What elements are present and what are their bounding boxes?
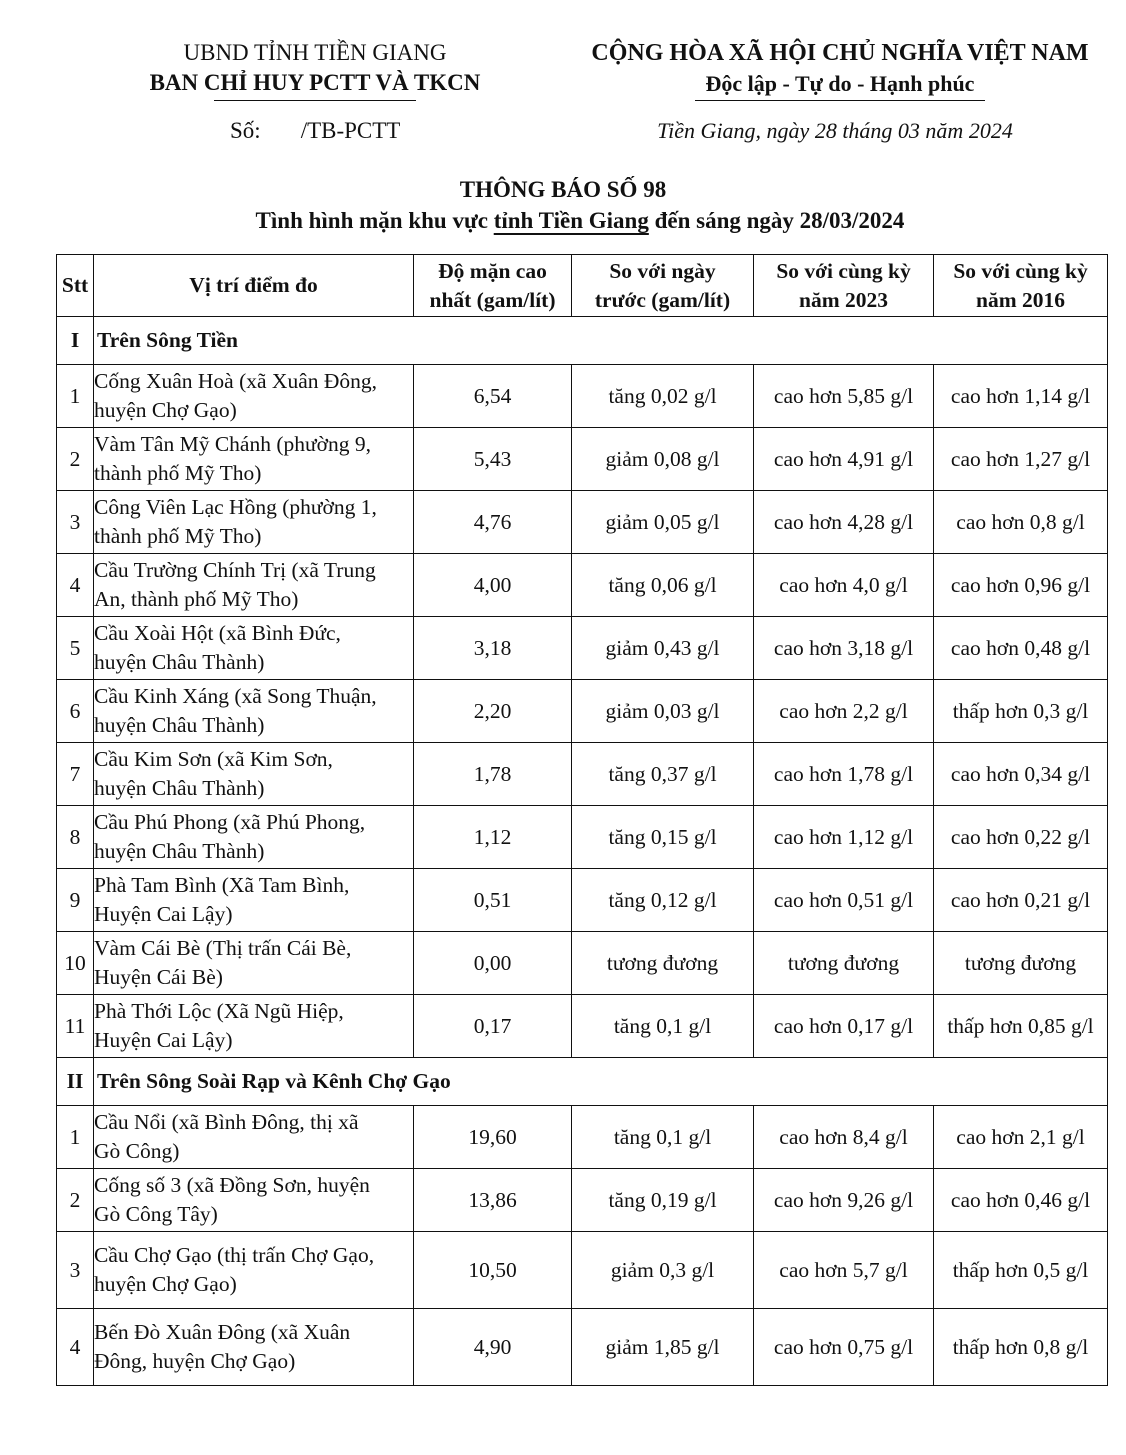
header-stt: Stt (57, 255, 94, 317)
motto-underline (695, 100, 985, 101)
row-stt: 1 (57, 365, 94, 428)
location-line: Cầu Kinh Xáng (xã Song Thuận, (94, 684, 377, 708)
row-stt: 9 (57, 869, 94, 932)
location-line: Cầu Trường Chính Trị (xã Trung (94, 558, 376, 582)
location-line: Công Viên Lạc Hồng (phường 1, (94, 495, 377, 519)
row-location (94, 1309, 414, 1386)
location-line: Cầu Nổi (xã Bình Đông, thị xã (94, 1110, 359, 1134)
location-line: Phà Thới Lộc (Xã Ngũ Hiệp, (94, 999, 344, 1023)
location-line: Gò Công) (94, 1139, 180, 1163)
table-row (57, 1169, 1108, 1232)
row-vs-2016: cao hơn 0,22 g/l (934, 806, 1108, 869)
location-line: Huyện Cai Lậy) (94, 1028, 233, 1052)
row-vs-2016: cao hơn 0,96 g/l (934, 554, 1108, 617)
row-max-salinity: 13,86 (414, 1169, 572, 1232)
location-line: thành phố Mỹ Tho) (94, 524, 262, 548)
row-vs-2016: cao hơn 0,21 g/l (934, 869, 1108, 932)
row-location (94, 995, 414, 1058)
section-title: Trên Sông Soài Rạp và Kênh Chợ Gạo (94, 1058, 1108, 1106)
command-board: BAN CHỈ HUY PCTT VÀ TKCN (149, 70, 481, 95)
row-max-salinity: 5,43 (414, 428, 572, 491)
header-vs-previous-day: So với ngày trước (gam/lít) (572, 255, 754, 317)
row-vs-previous-day: giảm 0,05 g/l (572, 491, 754, 554)
row-max-salinity: 0,00 (414, 932, 572, 995)
row-stt: 4 (57, 1309, 94, 1386)
row-stt: 2 (57, 428, 94, 491)
row-max-salinity: 4,90 (414, 1309, 572, 1386)
header-vs-2023: So với cùng kỳ năm 2023 (754, 255, 934, 317)
location-line: Đông, huyện Chợ Gạo) (94, 1349, 296, 1373)
row-location (94, 428, 414, 491)
issue-date: Tiền Giang, ngày 28 tháng 03 năm 2024 (657, 118, 1013, 143)
row-location (94, 680, 414, 743)
table-row (57, 806, 1108, 869)
row-vs-2023: cao hơn 4,91 g/l (754, 428, 934, 491)
location-line: huyện Chợ Gạo) (94, 1272, 237, 1296)
row-vs-2023: tương đương (754, 932, 934, 995)
row-vs-2023: cao hơn 1,12 g/l (754, 806, 934, 869)
location-line: Vàm Cái Bè (Thị trấn Cái Bè, (94, 936, 352, 960)
table-row (57, 995, 1108, 1058)
row-vs-2016: cao hơn 0,46 g/l (934, 1169, 1108, 1232)
province-committee: UBND TỈNH TIỀN GIANG (183, 40, 447, 65)
row-vs-2023: cao hơn 0,17 g/l (754, 995, 934, 1058)
table-row (57, 680, 1108, 743)
header-vs-2016: So với cùng kỳ năm 2016 (934, 255, 1108, 317)
row-max-salinity: 0,17 (414, 995, 572, 1058)
row-vs-2023: cao hơn 3,18 g/l (754, 617, 934, 680)
location-line: Cầu Phú Phong (xã Phú Phong, (94, 810, 366, 834)
location-line: huyện Châu Thành) (94, 776, 265, 800)
row-vs-2016: cao hơn 2,1 g/l (934, 1106, 1108, 1169)
row-location (94, 1232, 414, 1309)
row-vs-2023: cao hơn 0,51 g/l (754, 869, 934, 932)
row-stt: 4 (57, 554, 94, 617)
section-row (57, 1058, 1108, 1106)
location-line: An, thành phố Mỹ Tho) (94, 587, 299, 611)
table-row (57, 932, 1108, 995)
row-vs-2023: cao hơn 5,85 g/l (754, 365, 934, 428)
row-vs-2016: cao hơn 1,27 g/l (934, 428, 1108, 491)
header-max-salinity: Độ mặn cao nhất (gam/lít) (414, 255, 572, 317)
row-vs-previous-day: giảm 0,43 g/l (572, 617, 754, 680)
salinity-table (56, 254, 1108, 1386)
location-line: Bến Đò Xuân Đông (xã Xuân (94, 1320, 351, 1344)
row-vs-previous-day: giảm 0,03 g/l (572, 680, 754, 743)
location-line: huyện Châu Thành) (94, 650, 265, 674)
row-location (94, 743, 414, 806)
notice-title: THÔNG BÁO SỐ 98 (459, 177, 667, 202)
row-vs-2016: thấp hơn 0,5 g/l (934, 1232, 1108, 1309)
row-max-salinity: 4,76 (414, 491, 572, 554)
row-location (94, 617, 414, 680)
row-vs-previous-day: tăng 0,19 g/l (572, 1169, 754, 1232)
row-vs-previous-day: tăng 0,1 g/l (572, 1106, 754, 1169)
location-line: huyện Chợ Gạo) (94, 398, 237, 422)
row-vs-previous-day: tăng 0,06 g/l (572, 554, 754, 617)
location-line: Cầu Xoài Hột (xã Bình Đức, (94, 621, 341, 645)
header-location: Vị trí điểm đo (94, 255, 414, 317)
location-line: Phà Tam Bình (Xã Tam Bình, (94, 873, 350, 897)
location-line: Huyện Cái Bè) (94, 965, 223, 989)
row-stt: 2 (57, 1169, 94, 1232)
row-location (94, 806, 414, 869)
location-line: Cống Xuân Hoà (xã Xuân Đông, (94, 369, 378, 393)
row-vs-previous-day: giảm 1,85 g/l (572, 1309, 754, 1386)
row-vs-2023: cao hơn 4,28 g/l (754, 491, 934, 554)
table-row (57, 428, 1108, 491)
table-row (57, 869, 1108, 932)
section-row (57, 317, 1108, 365)
table-body (57, 317, 1108, 1386)
row-vs-2023: cao hơn 4,0 g/l (754, 554, 934, 617)
row-vs-2016: thấp hơn 0,3 g/l (934, 680, 1108, 743)
row-vs-2023: cao hơn 9,26 g/l (754, 1169, 934, 1232)
row-vs-previous-day: tăng 0,02 g/l (572, 365, 754, 428)
row-stt: 10 (57, 932, 94, 995)
location-line: Huyện Cai Lậy) (94, 902, 233, 926)
row-location (94, 491, 414, 554)
table-row (57, 491, 1108, 554)
authority-underline (214, 100, 416, 101)
table-header-row (57, 255, 1108, 317)
row-vs-previous-day: tăng 0,15 g/l (572, 806, 754, 869)
row-max-salinity: 3,18 (414, 617, 572, 680)
table-row (57, 617, 1108, 680)
location-line: Cống số 3 (xã Đồng Sơn, huyện (94, 1173, 370, 1197)
table-row (57, 365, 1108, 428)
location-line: huyện Châu Thành) (94, 839, 265, 863)
notice-subtitle (0, 206, 1126, 236)
row-max-salinity: 19,60 (414, 1106, 572, 1169)
section-number: II (57, 1058, 94, 1106)
row-max-salinity: 6,54 (414, 365, 572, 428)
row-stt: 6 (57, 680, 94, 743)
row-vs-previous-day: tăng 0,1 g/l (572, 995, 754, 1058)
row-vs-2023: cao hơn 1,78 g/l (754, 743, 934, 806)
row-vs-previous-day: tương đương (572, 932, 754, 995)
row-vs-2023: cao hơn 0,75 g/l (754, 1309, 934, 1386)
row-max-salinity: 1,78 (414, 743, 572, 806)
location-line: Cầu Chợ Gạo (thị trấn Chợ Gạo, (94, 1243, 375, 1267)
location-line: Vàm Tân Mỹ Chánh (phường 9, (94, 432, 372, 456)
location-line: huyện Châu Thành) (94, 713, 265, 737)
row-max-salinity: 2,20 (414, 680, 572, 743)
national-motto: Độc lập - Tự do - Hạnh phúc (705, 71, 975, 96)
row-max-salinity: 4,00 (414, 554, 572, 617)
section-number: I (57, 317, 94, 365)
row-max-salinity: 0,51 (414, 869, 572, 932)
row-location (94, 1106, 414, 1169)
location-line: Cầu Kim Sơn (xã Kim Sơn, (94, 747, 333, 771)
row-vs-2016: cao hơn 0,8 g/l (934, 491, 1108, 554)
national-header (572, 38, 1108, 101)
row-max-salinity: 1,12 (414, 806, 572, 869)
row-vs-previous-day: giảm 0,3 g/l (572, 1232, 754, 1309)
table-row (57, 1309, 1108, 1386)
row-location (94, 365, 414, 428)
row-vs-2016: thấp hơn 0,85 g/l (934, 995, 1108, 1058)
row-vs-2016: tương đương (934, 932, 1108, 995)
row-stt: 8 (57, 806, 94, 869)
row-stt: 1 (57, 1106, 94, 1169)
row-stt: 11 (57, 995, 94, 1058)
document-number (230, 116, 400, 146)
table-row (57, 1106, 1108, 1169)
row-vs-2016: cao hơn 0,34 g/l (934, 743, 1108, 806)
document-number-label: Số: (230, 118, 261, 143)
subtitle-part: đến sáng ngày 28/03/2024 (648, 208, 905, 233)
table-row (57, 743, 1108, 806)
table-row (57, 554, 1108, 617)
row-stt: 5 (57, 617, 94, 680)
row-vs-2023: cao hơn 5,7 g/l (754, 1232, 934, 1309)
location-line: Gò Công Tây) (94, 1202, 218, 1226)
row-stt: 3 (57, 1232, 94, 1309)
section-title: Trên Sông Tiền (94, 317, 1108, 365)
row-vs-2023: cao hơn 2,2 g/l (754, 680, 934, 743)
subtitle-part: Tình hình mặn khu vực (255, 208, 494, 233)
row-location (94, 1169, 414, 1232)
table-row (57, 1232, 1108, 1309)
document-number-suffix: /TB-PCTT (300, 118, 401, 143)
row-location (94, 554, 414, 617)
row-vs-2016: thấp hơn 0,8 g/l (934, 1309, 1108, 1386)
row-vs-2016: cao hơn 0,48 g/l (934, 617, 1108, 680)
row-vs-previous-day: tăng 0,37 g/l (572, 743, 754, 806)
row-max-salinity: 10,50 (414, 1232, 572, 1309)
row-vs-previous-day: giảm 0,08 g/l (572, 428, 754, 491)
national-title: CỘNG HÒA XÃ HỘI CHỦ NGHĨA VIỆT NAM (591, 40, 1089, 66)
subtitle-underlined: tỉnh Tiền Giang (493, 208, 649, 233)
row-location (94, 869, 414, 932)
location-line: thành phố Mỹ Tho) (94, 461, 262, 485)
row-location (94, 932, 414, 995)
row-vs-2023: cao hơn 8,4 g/l (754, 1106, 934, 1169)
row-vs-previous-day: tăng 0,12 g/l (572, 869, 754, 932)
row-stt: 3 (57, 491, 94, 554)
issuing-authority (120, 38, 510, 101)
row-vs-2016: cao hơn 1,14 g/l (934, 365, 1108, 428)
row-stt: 7 (57, 743, 94, 806)
